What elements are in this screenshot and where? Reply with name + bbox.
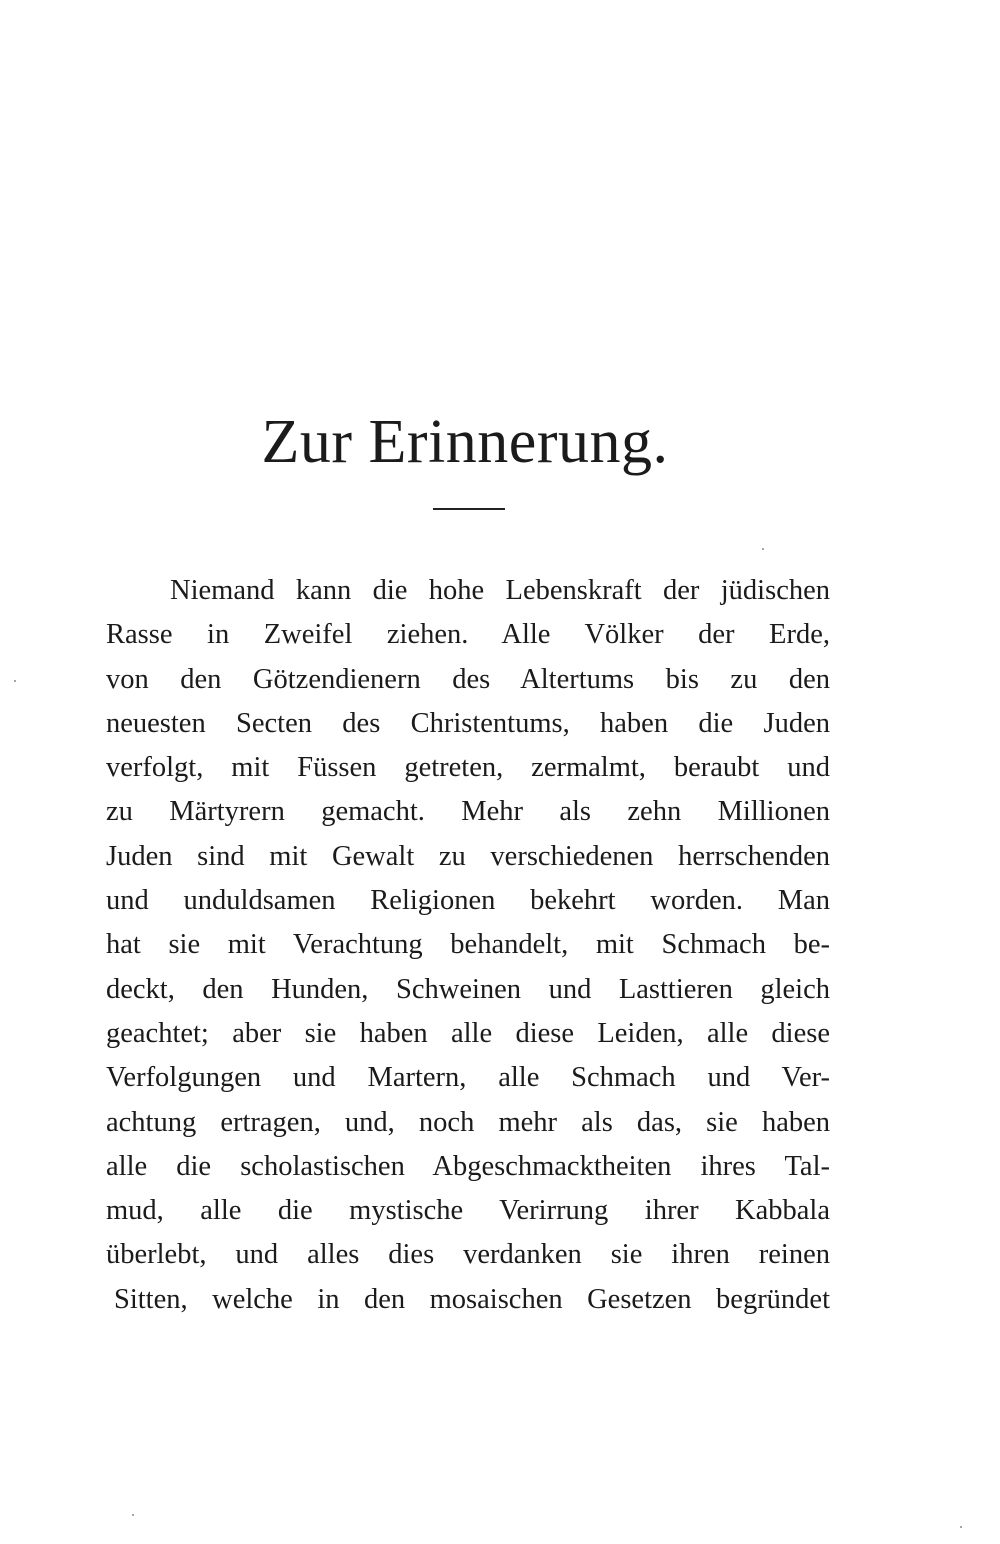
text-line: neuesten Secten des Christentums, haben die Juden xyxy=(106,707,830,739)
paper-speck xyxy=(762,548,764,550)
title-divider xyxy=(433,508,505,510)
text-line: Niemand kann die hohe Lebenskraft der jüdischen xyxy=(170,575,830,606)
text-line: hat sie mit Verachtung behandelt, mit Schmach be- xyxy=(106,929,830,961)
paper-speck xyxy=(960,1526,962,1528)
text-line: alle die scholastischen Abgeschmacktheiten ihres Tal- xyxy=(106,1150,830,1182)
text-line: deckt, den Hunden, Schweinen und Lasttieren gleich xyxy=(106,973,830,1005)
text-line: Verfolgungen und Martern, alle Schmach und Ver- xyxy=(106,1062,830,1094)
paper-speck xyxy=(14,680,16,682)
text-line: verfolgt, mit Füssen getreten, zermalmt, beraubt und xyxy=(106,752,830,784)
text-line: überlebt, und alles dies verdanken sie ihren reinen xyxy=(106,1239,830,1271)
text-line: Rasse in Zweifel ziehen. Alle Völker der Erde, xyxy=(106,619,830,651)
text-line: mud, alle die mystische Verirrung ihrer Kabbala xyxy=(106,1195,830,1227)
text-line: und unduldsamen Religionen bekehrt worden. Man xyxy=(106,885,830,917)
text-line: achtung ertragen, und, noch mehr als das, sie haben xyxy=(106,1106,830,1138)
page-title: Zur Erinnerung. xyxy=(261,408,669,476)
paper-speck xyxy=(132,1514,134,1516)
body-paragraph xyxy=(106,569,830,1322)
text-line: geachtet; aber sie haben alle diese Leiden, alle diese xyxy=(106,1017,830,1049)
text-line: von den Götzendienern des Altertums bis zu den xyxy=(106,663,830,695)
text-line: zu Märtyrern gemacht. Mehr als zehn Millionen xyxy=(106,796,830,828)
text-line: Sitten, welche in den mosaischen Gesetzen begründet xyxy=(114,1283,830,1315)
text-line: Juden sind mit Gewalt zu verschiedenen herrschenden xyxy=(106,840,830,872)
